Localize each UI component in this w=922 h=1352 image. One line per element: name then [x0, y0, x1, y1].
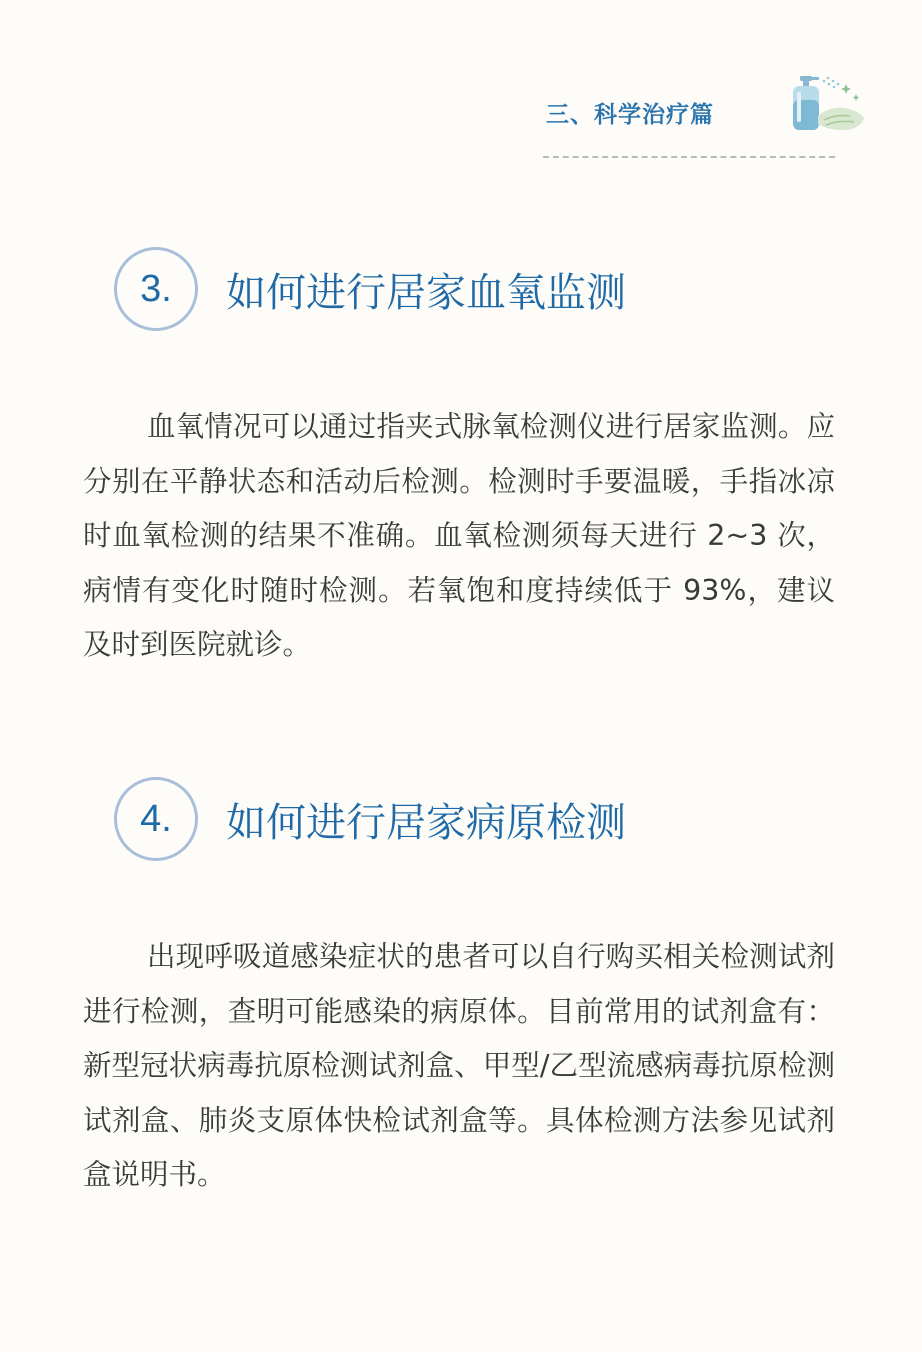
section-title: 如何进行居家病原检测: [226, 799, 626, 846]
section-heading-4: [114, 772, 626, 866]
section-title: 如何进行居家血氧监测: [226, 269, 626, 316]
section-heading-3: [114, 242, 626, 336]
section-number-badge: 3.: [114, 247, 198, 331]
header-divider: [543, 156, 835, 158]
section-body-text: 血氧情况可以通过指夹式脉氧检测仪进行居家监测。应分别在平静状态和活动后检测。检测时手要温暖，手指冰凉时血氧检测的结果不准确。血氧检测须每天进行 2~3 次，病情有变化时随时检测。若氧饱和度持续低于 93%，建议及时到医院就诊。: [83, 410, 835, 661]
section-body-text: 出现呼吸道感染症状的患者可以自行购买相关检测试剂进行检测，查明可能感染的病原体。目前常用的试剂盒有：新型冠状病毒抗原检测试剂盒、甲型/乙型流感病毒抗原检测试剂盒、肺炎支原体快检试剂盒等。具体检测方法参见试剂盒说明书。: [83, 940, 835, 1191]
chapter-title: 三、科学治疗篇: [546, 102, 714, 128]
hand-sanitizer-icon: [784, 72, 866, 134]
section-number-badge: 4.: [114, 777, 198, 861]
